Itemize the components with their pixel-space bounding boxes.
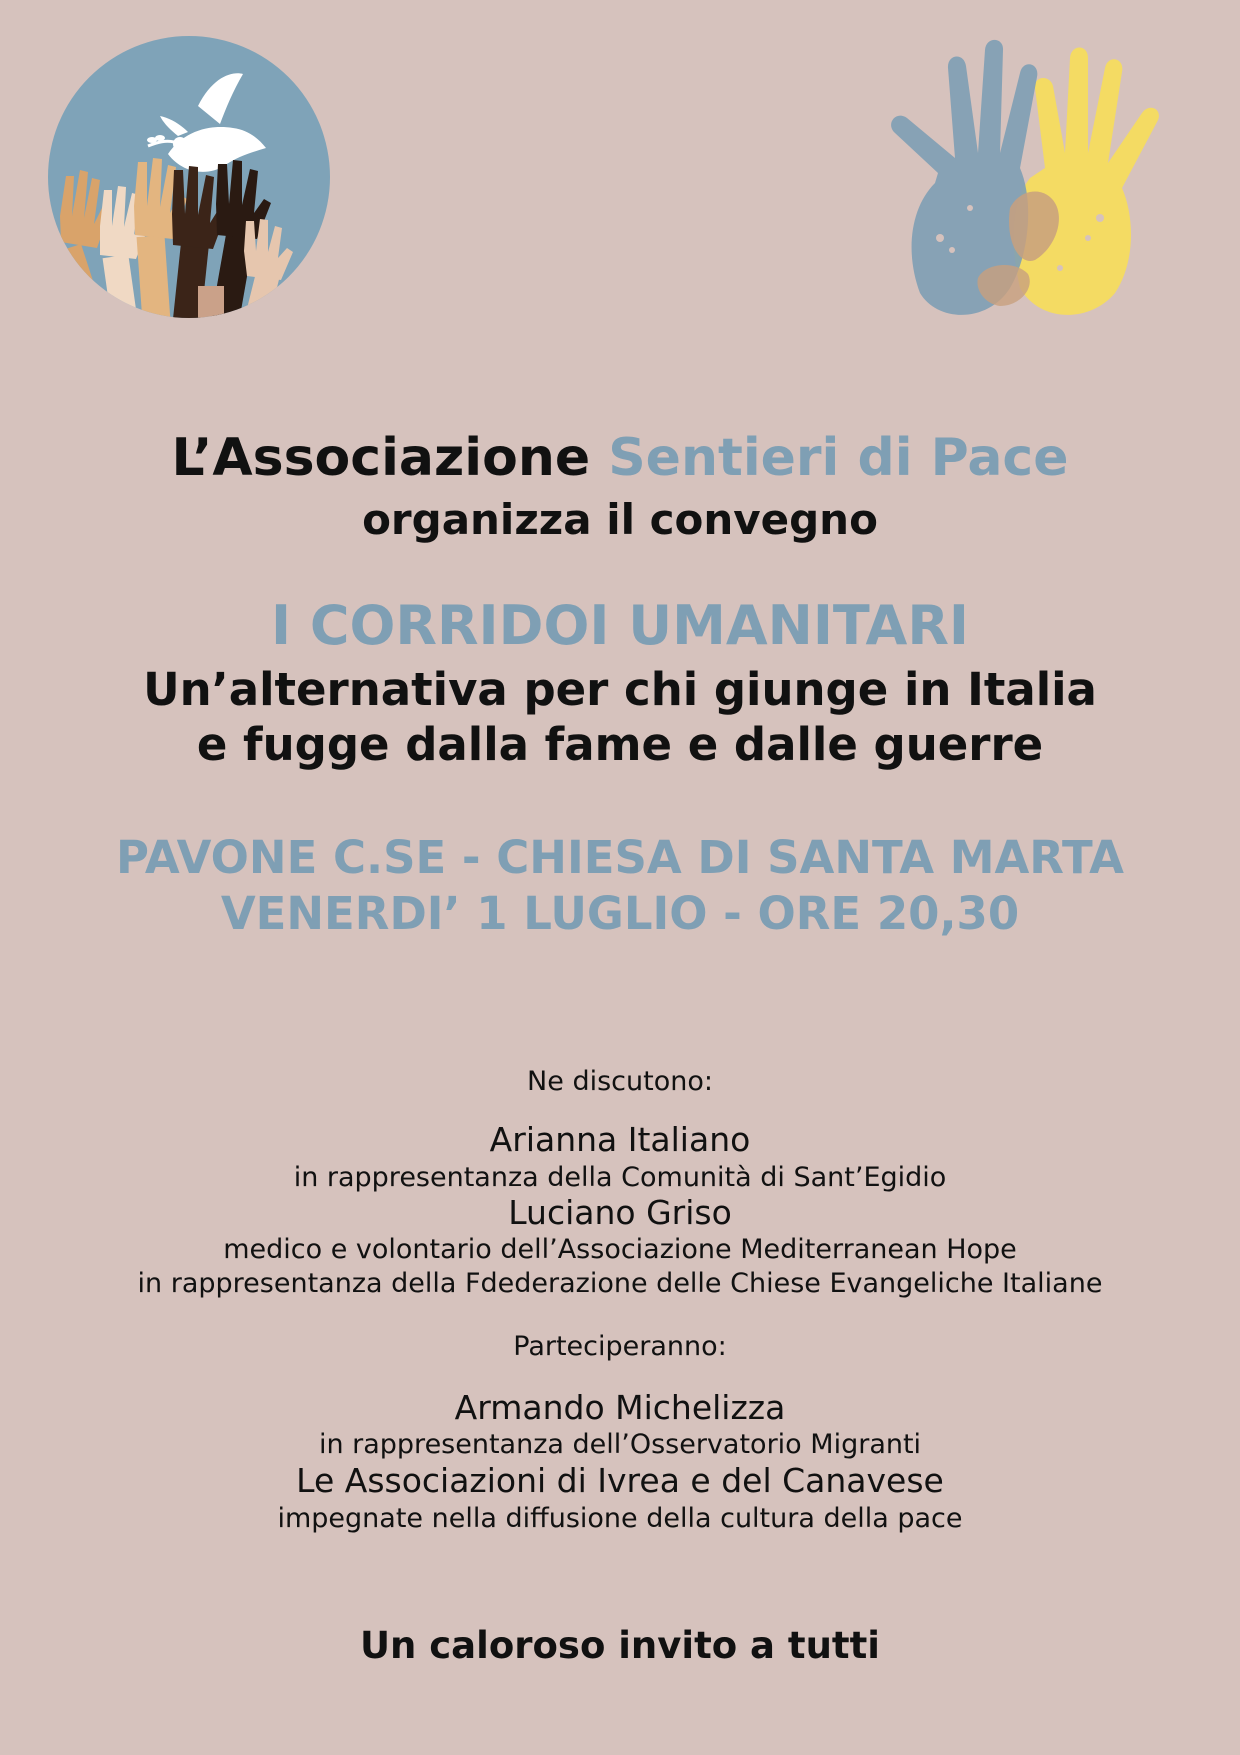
speaker-role: in rappresentanza della Comunità di Sant’Egidio: [293, 1162, 947, 1193]
event-subtitle-line-1: Un’alternativa per chi giunge in Italia: [143, 663, 1097, 716]
dove-and-raised-hands-icon: [48, 36, 330, 318]
speakers-label: Ne discutono:: [527, 1066, 713, 1097]
event-subtitle-line-2: e fugge dalla fame e dalle guerre: [196, 718, 1044, 771]
org-name: Sentieri di Pace: [608, 428, 1069, 488]
organizes-line: organizza il convegno: [362, 495, 878, 544]
event-title: I CORRIDOI UMANITARI: [270, 594, 970, 657]
participants-label: Parteciperanno:: [513, 1331, 727, 1362]
participant-name: Le Associazioni di Ivrea e del Canavese: [296, 1461, 944, 1500]
event-location: PAVONE C.SE - CHIESA DI SANTA MARTA: [116, 831, 1124, 884]
event-datetime: VENERDI’ 1 LUGLIO - ORE 20,30: [220, 887, 1020, 940]
speaker-name: Luciano Griso: [508, 1193, 732, 1232]
speaker-role: in rappresentanza della Fdederazione delle Chiese Evangeliche Italiane: [137, 1268, 1103, 1299]
organizer-line: [0, 426, 1240, 490]
participant-role: in rappresentanza dell’Osservatorio Migranti: [318, 1429, 922, 1460]
speaker-name: Arianna Italiano: [489, 1120, 751, 1159]
participant-name: Armando Michelizza: [454, 1388, 786, 1427]
org-prefix: L’Associazione: [171, 428, 591, 488]
invite-text: Un caloroso invito a tutti: [359, 1624, 880, 1667]
handprints-icon: [860, 38, 1205, 323]
speaker-role: medico e volontario dell’Associazione Mediterranean Hope: [223, 1234, 1017, 1265]
participant-role: impegnate nella diffusione della cultura della pace: [277, 1503, 963, 1534]
